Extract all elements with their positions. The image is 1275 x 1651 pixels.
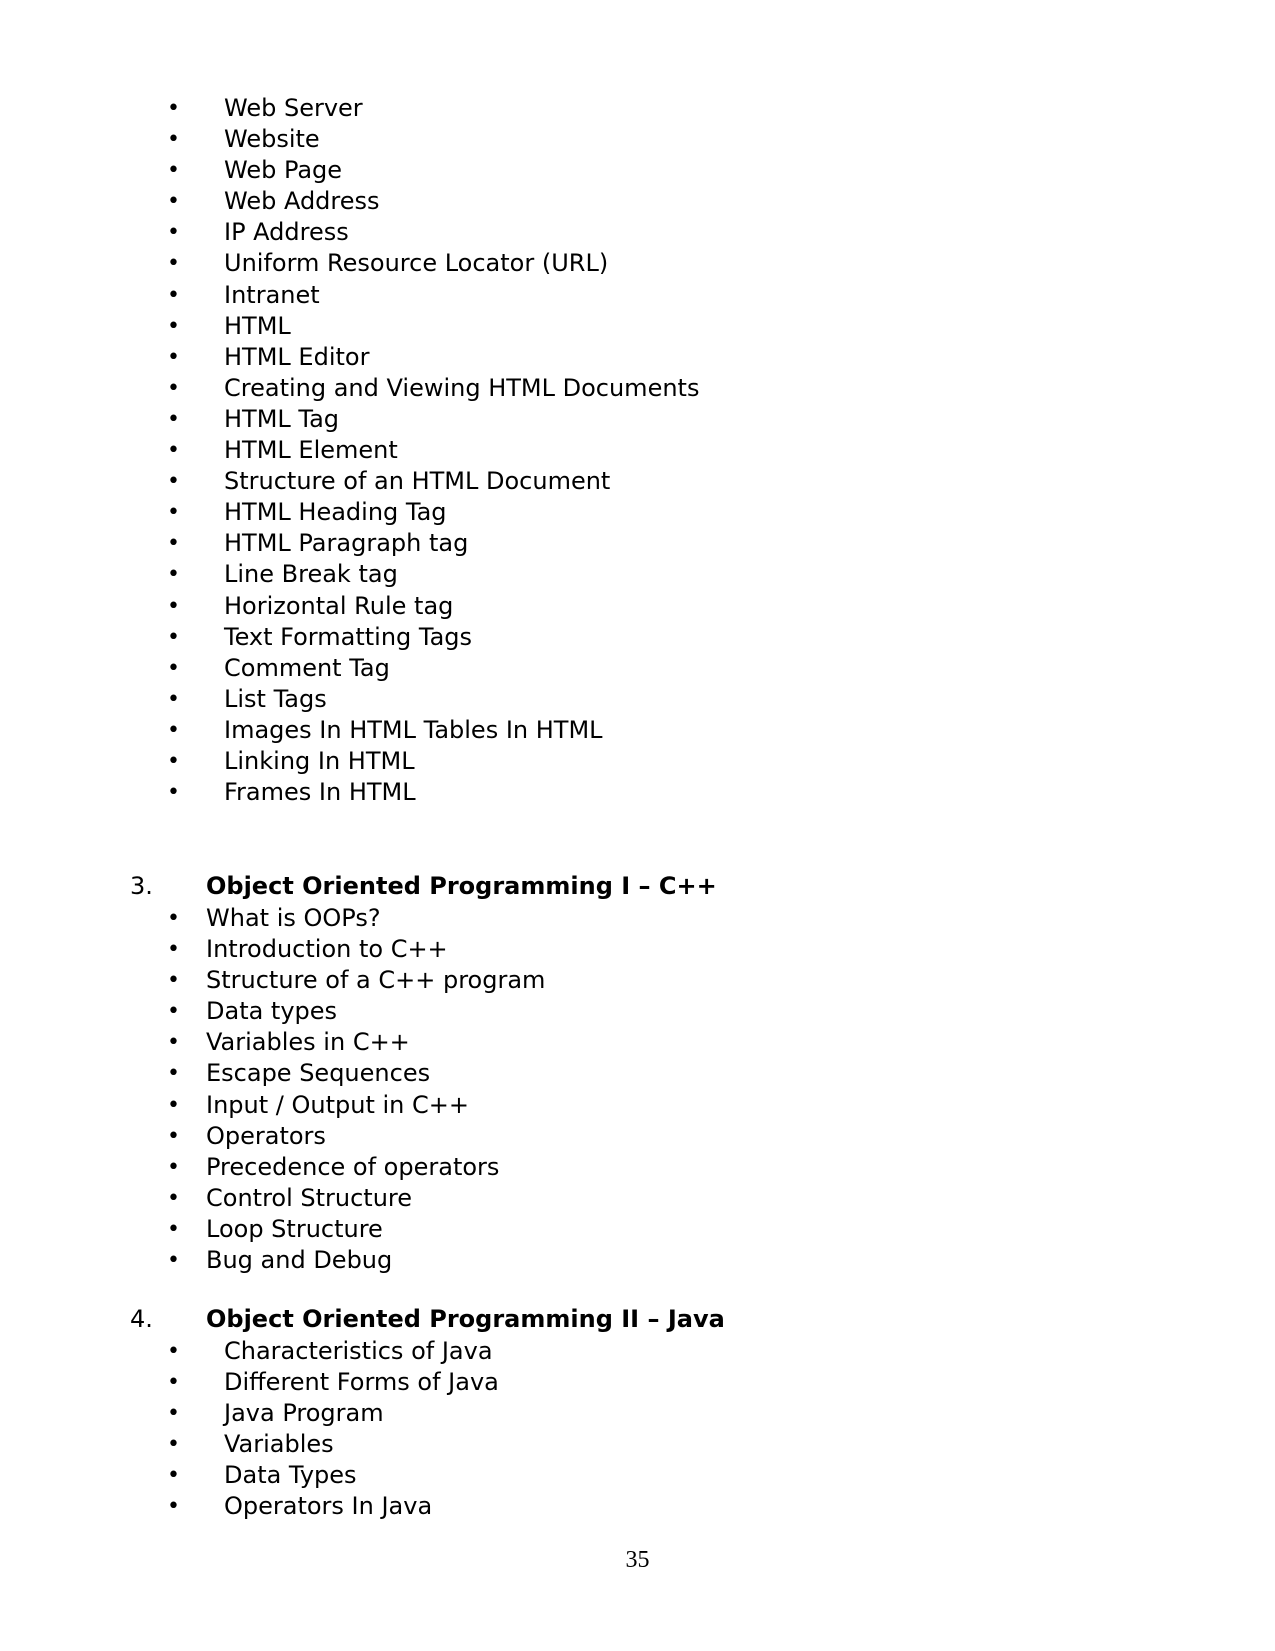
list-item <box>0 248 1275 279</box>
list-item <box>0 311 1275 342</box>
list-item-text: Images In HTML Tables In HTML <box>224 715 603 744</box>
bullet-icon: • <box>167 1123 180 1149</box>
list-item <box>0 404 1275 435</box>
list-item <box>0 217 1275 248</box>
list-item-text: HTML Paragraph tag <box>224 529 469 558</box>
list-item <box>0 1027 1275 1058</box>
bullet-icon: • <box>167 220 180 246</box>
list-item <box>0 903 1275 934</box>
bullet-icon: • <box>167 655 180 681</box>
list-item <box>0 591 1275 622</box>
bullet-icon: • <box>167 96 180 121</box>
list-item-text: IP Address <box>224 218 349 247</box>
list-item <box>0 622 1275 653</box>
bullet-icon: • <box>167 251 180 277</box>
bullet-icon: • <box>167 1463 180 1489</box>
section-title: Object Oriented Programming II – Java <box>206 1305 725 1333</box>
list-item <box>0 934 1275 965</box>
bullet-icon: • <box>167 189 180 215</box>
list-item <box>0 715 1275 746</box>
bullet-icon: • <box>167 531 180 557</box>
bullet-icon: • <box>167 1216 180 1242</box>
bullet-icon: • <box>167 1494 180 1520</box>
list-item <box>0 777 1275 808</box>
bullet-icon: • <box>167 968 180 994</box>
list-item-text: Precedence of operators <box>206 1152 500 1181</box>
list-item-text: Comment Tag <box>224 653 390 682</box>
topic-list-java <box>0 1336 1275 1523</box>
list-item-text: Operators In Java <box>224 1492 433 1521</box>
list-item-text: Horizontal Rule tag <box>224 591 454 620</box>
list-item-text: Different Forms of Java <box>224 1368 499 1397</box>
bullet-icon: • <box>167 686 180 712</box>
bullet-icon: • <box>167 1248 180 1274</box>
list-item-text: Data Types <box>224 1461 357 1490</box>
list-item-text: HTML Tag <box>224 404 340 433</box>
list-item <box>0 1491 1275 1522</box>
list-item-text: HTML Element <box>224 436 398 465</box>
list-item <box>0 1058 1275 1089</box>
list-item <box>0 280 1275 311</box>
bullet-icon: • <box>167 1030 180 1056</box>
list-item <box>0 155 1275 186</box>
bullet-icon: • <box>167 1092 180 1118</box>
list-item <box>0 186 1275 217</box>
section-number: 4. <box>130 1305 153 1333</box>
list-item-text: Line Break tag <box>224 560 398 589</box>
list-item <box>0 93 1275 124</box>
list-item <box>0 528 1275 559</box>
list-item <box>0 684 1275 715</box>
bullet-icon: • <box>167 1401 180 1427</box>
page-number: 35 <box>625 1547 650 1573</box>
bullet-icon: • <box>167 1154 180 1180</box>
list-item-text: Text Formatting Tags <box>224 622 473 651</box>
list-item-text: Loop Structure <box>206 1214 383 1243</box>
list-item <box>0 559 1275 590</box>
bullet-icon: • <box>167 469 180 495</box>
list-item-text: HTML <box>224 311 291 340</box>
bullet-icon: • <box>167 624 180 650</box>
list-item <box>0 373 1275 404</box>
section-number: 3. <box>130 872 153 900</box>
bullet-icon: • <box>167 1370 180 1396</box>
list-item <box>0 1183 1275 1214</box>
list-item <box>0 1336 1275 1367</box>
bullet-icon: • <box>167 406 180 432</box>
list-item-text: Intranet <box>224 280 320 309</box>
bullet-icon: • <box>167 500 180 526</box>
bullet-icon: • <box>167 127 180 153</box>
bullet-icon: • <box>167 717 180 743</box>
list-item-text: Java Program <box>224 1399 384 1428</box>
list-item-text: Bug and Debug <box>206 1246 393 1275</box>
list-item <box>0 1121 1275 1152</box>
list-item <box>0 996 1275 1027</box>
bullet-icon: • <box>167 999 180 1025</box>
list-item <box>0 653 1275 684</box>
bullet-icon: • <box>167 344 180 370</box>
bullet-icon: • <box>167 780 180 806</box>
list-item <box>0 1090 1275 1121</box>
bullet-icon: • <box>167 1185 180 1211</box>
list-item <box>0 1398 1275 1429</box>
bullet-icon: • <box>167 937 180 963</box>
section-heading-cpp <box>0 871 1275 902</box>
list-item-text: What is OOPs? <box>206 904 381 932</box>
section-title: Object Oriented Programming I – C++ <box>206 872 717 900</box>
list-item <box>0 1245 1275 1276</box>
list-item-text: Data types <box>206 997 338 1026</box>
list-item <box>0 497 1275 528</box>
list-item-text: Web Address <box>224 187 380 216</box>
list-item <box>0 466 1275 497</box>
list-item-text: Linking In HTML <box>224 746 415 775</box>
list-item-text: Variables in C++ <box>206 1028 410 1057</box>
bullet-icon: • <box>167 562 180 588</box>
list-item-text: List Tags <box>224 684 327 713</box>
list-item-text: Structure of an HTML Document <box>224 467 611 496</box>
list-item-text: Web Page <box>224 156 343 185</box>
list-item <box>0 342 1275 373</box>
topic-list-html <box>0 93 1275 808</box>
bullet-icon: • <box>167 158 180 184</box>
list-item-text: Web Server <box>224 94 363 122</box>
list-item-text: HTML Heading Tag <box>224 498 447 527</box>
bullet-icon: • <box>167 593 180 619</box>
list-item-text: Uniform Resource Locator (URL) <box>224 249 609 278</box>
list-item-text: HTML Editor <box>224 342 370 371</box>
bullet-icon: • <box>167 313 180 339</box>
bullet-icon: • <box>167 906 180 931</box>
list-item <box>0 965 1275 996</box>
list-item <box>0 1152 1275 1183</box>
list-item-text: Creating and Viewing HTML Documents <box>224 373 700 402</box>
list-item <box>0 1214 1275 1245</box>
list-item-text: Website <box>224 125 320 154</box>
bullet-icon: • <box>167 1339 180 1364</box>
list-item-text: Escape Sequences <box>206 1059 431 1088</box>
bullet-icon: • <box>167 1432 180 1458</box>
list-item-text: Variables <box>224 1430 334 1459</box>
list-item <box>0 435 1275 466</box>
list-item <box>0 1429 1275 1460</box>
list-item-text: Operators <box>206 1121 326 1150</box>
list-item-text: Control Structure <box>206 1183 413 1212</box>
bullet-icon: • <box>167 438 180 464</box>
list-item <box>0 124 1275 155</box>
list-item-text: Characteristics of Java <box>224 1337 493 1365</box>
bullet-icon: • <box>167 1061 180 1087</box>
bullet-icon: • <box>167 375 180 401</box>
list-item-text: Structure of a C++ program <box>206 966 546 995</box>
bullet-icon: • <box>167 748 180 774</box>
topic-list-cpp <box>0 903 1275 1276</box>
bullet-icon: • <box>167 282 180 308</box>
list-item-text: Introduction to C++ <box>206 935 448 964</box>
list-item-text: Input / Output in C++ <box>206 1090 469 1119</box>
list-item <box>0 1460 1275 1491</box>
list-item <box>0 1367 1275 1398</box>
section-heading-java <box>0 1304 1275 1335</box>
list-item-text: Frames In HTML <box>224 778 416 807</box>
list-item <box>0 746 1275 777</box>
